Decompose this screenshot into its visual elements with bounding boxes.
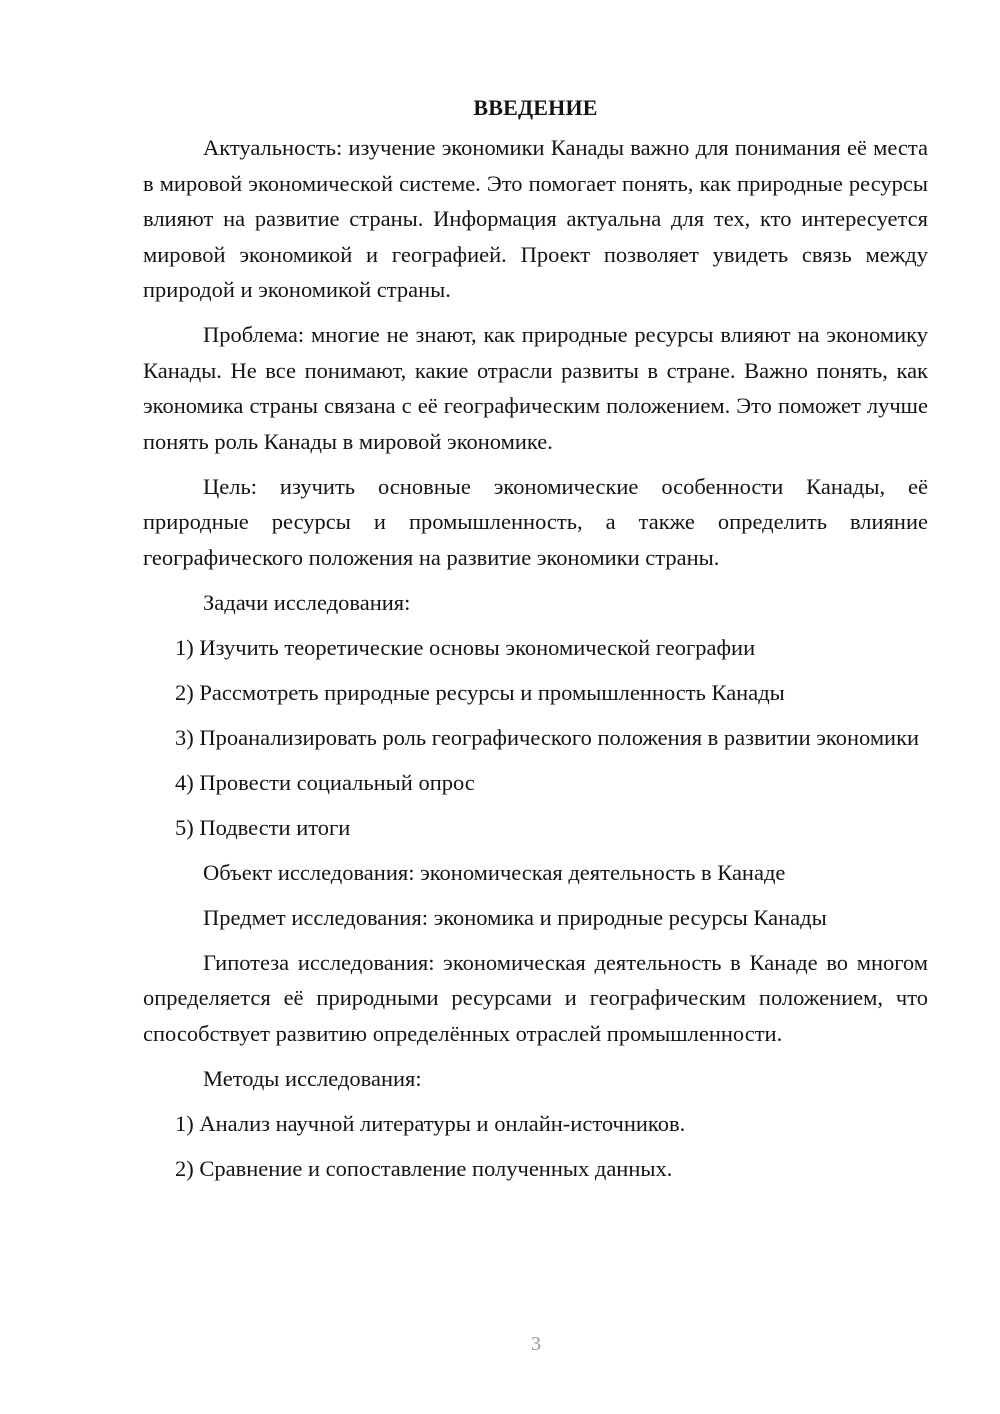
page-number: 3 xyxy=(531,1333,541,1355)
section-heading: ВВЕДЕНИЕ xyxy=(473,95,598,120)
task-item: 5) Подвести итоги xyxy=(175,814,351,840)
tasks-title: Задачи исследования: xyxy=(203,589,411,615)
document-body xyxy=(143,90,928,1196)
problem-paragraph: Проблема: многие не знают, как природные ресурсы влияют на экономику Канады. Не все понимают, какие отрасли развиты в стране. Важно понять, как экономика страны связана с её географическим положением. Это поможет лучше понять роль Канады в мировой экономике. xyxy=(143,322,928,454)
task-item: 2) Рассмотреть природные ресурсы и промышленность Канады xyxy=(175,679,785,705)
task-item: 4) Провести социальный опрос xyxy=(175,769,475,795)
object-line: Объект исследования: экономическая деятельность в Канаде xyxy=(203,859,786,885)
relevance-paragraph: Актуальность: изучение экономики Канады важно для понимания её места в мировой экономической системе. Это помогает понять, как природные ресурсы влияют на развитие страны. Информация актуальна для тех, кто интересуется мировой экономикой и географией. Проект позволяет увидеть связь между природой и экономикой страны. xyxy=(143,135,928,302)
method-item: 1) Анализ научной литературы и онлайн-источников. xyxy=(175,1110,686,1136)
methods-title: Методы исследования: xyxy=(203,1065,422,1091)
subject-line: Предмет исследования: экономика и природные ресурсы Канады xyxy=(203,904,827,930)
hypothesis-paragraph: Гипотеза исследования: экономическая деятельность в Канаде во многом определяется её природными ресурсами и географическим положением, что способствует развитию определённых отраслей промышленности. xyxy=(143,949,928,1046)
method-item: 2) Сравнение и сопоставление полученных данных. xyxy=(175,1155,673,1181)
task-item: 1) Изучить теоретические основы экономической географии xyxy=(175,634,756,660)
task-item: 3) Проанализировать роль географического положения в развитии экономики xyxy=(175,724,920,750)
goal-paragraph: Цель: изучить основные экономические особенности Канады, её природные ресурсы и промышленность, а также определить влияние географического положения на развитие экономики страны. xyxy=(143,473,928,570)
